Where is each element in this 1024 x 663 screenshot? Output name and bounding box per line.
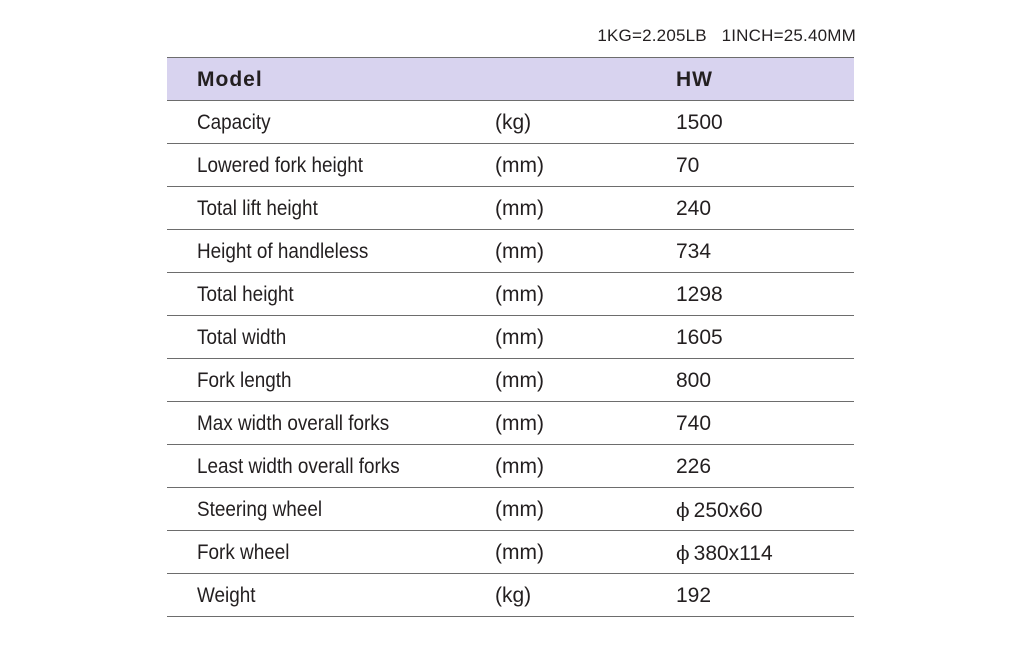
spec-name [197,488,336,530]
spec-name-text: Capacity [197,111,271,134]
spec-name [197,316,296,358]
table-header-row [167,58,854,101]
spec-unit: (mm) [495,412,544,435]
header-model-value: HW [676,68,713,91]
spec-value-cell [676,445,711,487]
spec-value-cell [676,359,711,401]
table-row [167,488,854,531]
spec-name [197,402,411,444]
table-row [167,316,854,359]
table-row [167,402,854,445]
spec-unit: (mm) [495,369,544,392]
spec-name-text: Max width overall forks [197,412,390,435]
header-model-label: Model [197,68,263,91]
spec-name-text: Steering wheel [197,498,323,521]
spec-name-text: Total lift height [197,197,318,220]
spec-value: 1500 [676,111,723,134]
spec-name [197,359,302,401]
spec-value-cell [676,574,711,616]
spec-unit: (mm) [495,283,544,306]
table-row [167,144,854,187]
spec-unit: (mm) [495,197,544,220]
spec-value: 800 [676,369,712,392]
spec-value-cell [676,273,723,315]
spec-unit: (mm) [495,326,544,349]
table-body [167,101,854,617]
spec-value: 740 [676,412,712,435]
spec-name [197,531,300,573]
specification-table [167,57,854,617]
table-row [167,359,854,402]
diameter-symbol: ϕ [676,498,690,522]
spec-name [197,187,331,229]
spec-name [197,445,422,487]
spec-name [197,574,262,616]
spec-unit: (kg) [495,584,532,607]
spec-name-text: Weight [197,584,256,607]
spec-value: 380x114 [693,542,773,565]
spec-unit: (mm) [495,455,544,478]
spec-name-text: Fork wheel [197,541,290,564]
spec-value: 250x60 [693,499,763,522]
table-row [167,187,854,230]
unit-conversion-note: 1KG=2.205LB 1INCH=25.40MM [597,26,856,45]
table-row [167,531,854,574]
spec-value-cell [676,187,711,229]
table-row [167,445,854,488]
table-row [167,101,854,144]
spec-name [197,230,387,272]
spec-unit: (mm) [495,541,544,564]
spec-name-text: Least width overall forks [197,455,400,478]
spec-unit: (mm) [495,240,544,263]
spec-value: 226 [676,455,712,478]
spec-value: 192 [676,584,712,607]
spec-unit: (kg) [495,111,532,134]
spec-value: 1605 [676,326,723,349]
spec-value: 70 [676,154,700,177]
spec-name [197,144,381,186]
spec-value-cell [676,402,711,444]
table-row [167,230,854,273]
spec-value-cell [676,101,723,143]
spec-name-text: Total height [197,283,294,306]
spec-value-cell [676,144,699,186]
spec-name-text: Lowered fork height [197,154,364,177]
spec-value-cell [676,230,711,272]
spec-value-cell [676,316,723,358]
spec-value: 734 [676,240,712,263]
spec-unit: (mm) [495,498,544,521]
spec-name-text: Height of handleless [197,240,369,263]
spec-name-text: Fork length [197,369,292,392]
spec-value: 240 [676,197,712,220]
spec-value: 1298 [676,283,723,306]
table-row [167,273,854,316]
diameter-symbol: ϕ [676,541,690,565]
spec-name [197,273,304,315]
spec-value-cell [676,531,773,573]
spec-name [197,101,279,143]
spec-value-cell [676,488,763,530]
table-row [167,574,854,617]
spec-name-text: Total width [197,326,287,349]
spec-unit: (mm) [495,154,544,177]
